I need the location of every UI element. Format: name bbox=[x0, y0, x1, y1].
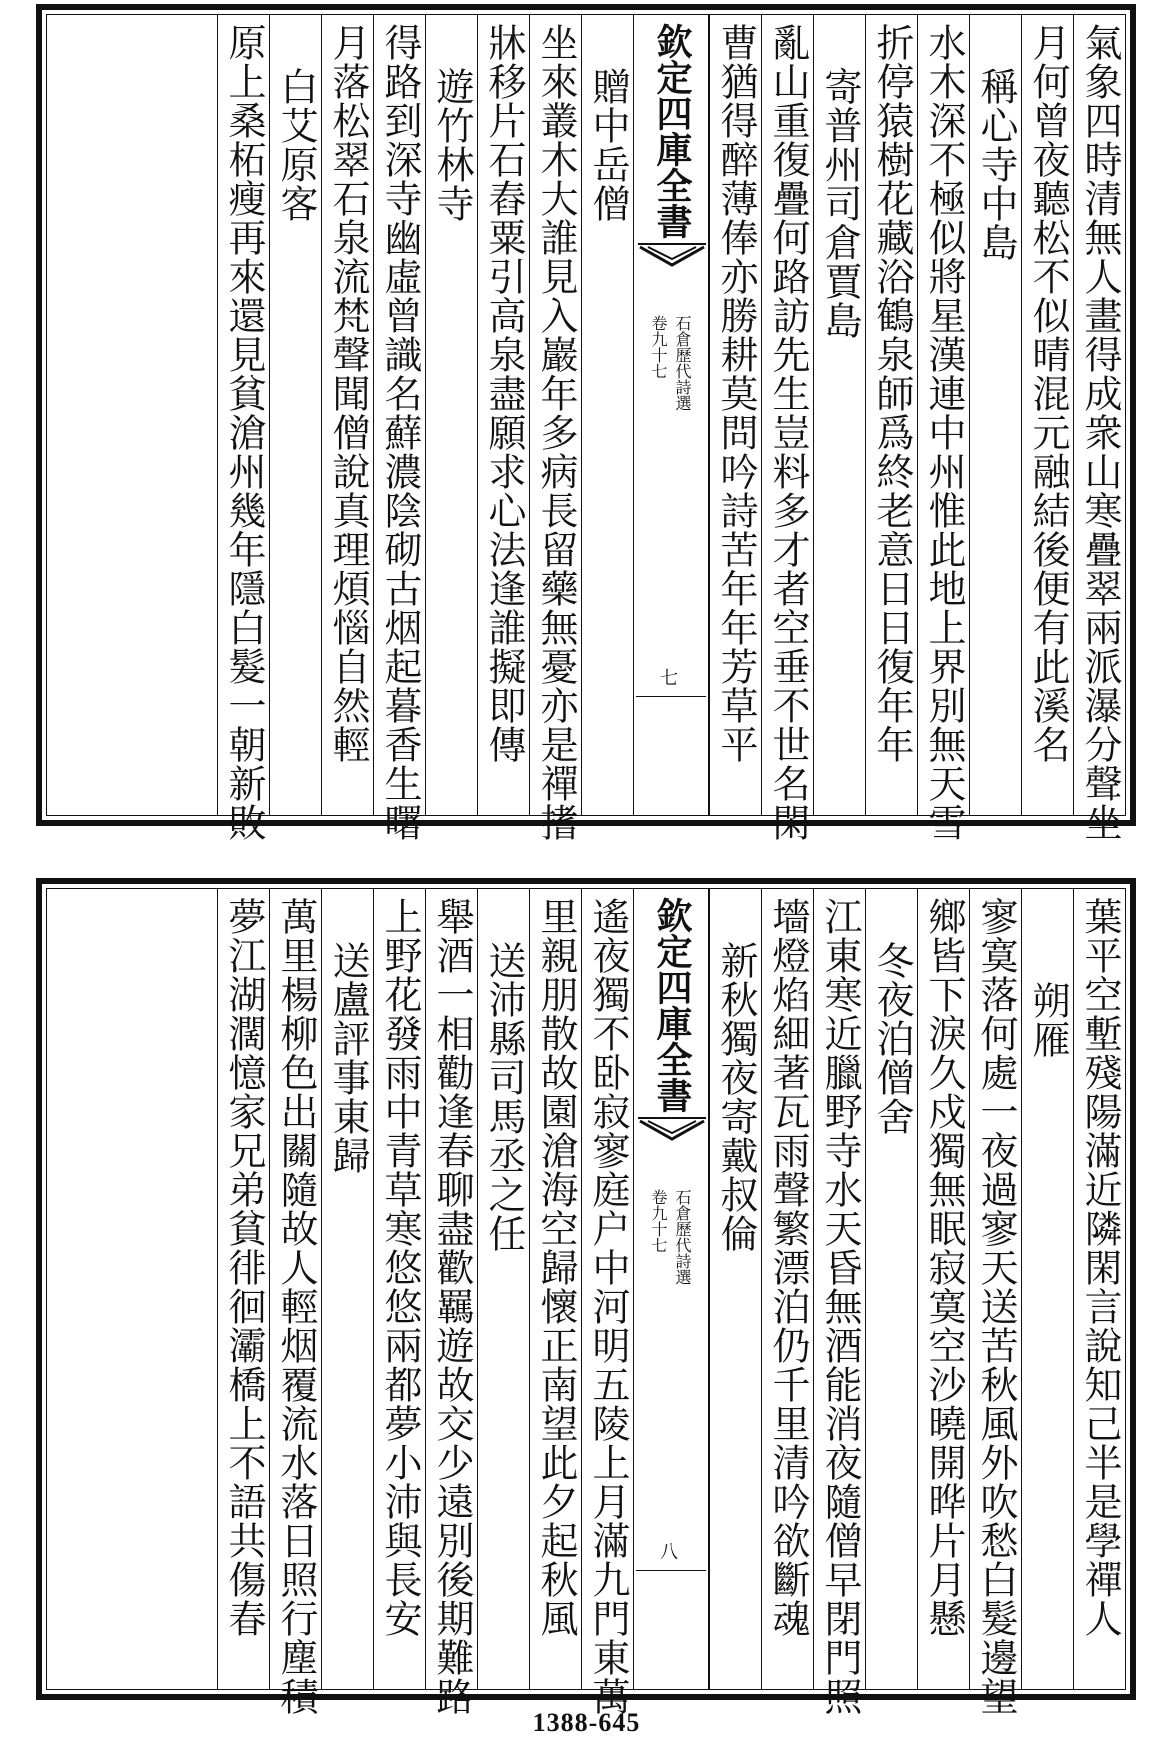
source-title: 石倉歷代詩選 bbox=[673, 1189, 692, 1285]
verse-line: 亂山重復疊何路訪先生豈料多才者空垂不世名閑 bbox=[766, 23, 810, 842]
top-page-frame bbox=[46, 14, 1126, 842]
bottom-text-columns bbox=[47, 889, 1125, 1716]
page-number: 1388-645 bbox=[532, 1708, 641, 1737]
volume-label: 卷九十七 bbox=[649, 1189, 668, 1253]
verse-line: 原上桑柘瘦再來還見貧滄州幾年隱白髮一朝新敗 bbox=[222, 23, 266, 842]
poem-title: 送盧評事東歸 bbox=[326, 941, 370, 1175]
page-marker-rule bbox=[636, 696, 706, 697]
verse-line: 夢江湖濶憶家兄弟貧徘徊灞橋上不語共傷春 bbox=[222, 897, 266, 1638]
library-title: 欽定四庫全書 bbox=[651, 897, 693, 1113]
verse-line: 折停猿樹花藏浴鶴泉師爲終老意日日復年年 bbox=[870, 23, 914, 764]
library-title: 欽定四庫全書 bbox=[651, 23, 693, 239]
bottom-page-panel bbox=[36, 878, 1136, 1716]
fishtail-mark-icon bbox=[638, 1117, 706, 1143]
verse-column bbox=[477, 15, 529, 815]
verse-line: 寥寞落何處一夜過寥天送苦秋風外吹愁白髮邊望 bbox=[974, 897, 1018, 1716]
verse-line: 坐來叢木大誰見入巖年多病長留藥無憂亦是禪搘 bbox=[534, 23, 578, 842]
verse-line: 江東寒近臘野寺水天昏無酒能消夜隨僧早閉門照 bbox=[818, 897, 862, 1716]
verse-line: 月落松翠石泉流梵聲聞僧說真理煩惱自然輕 bbox=[326, 23, 370, 764]
verse-column bbox=[761, 15, 813, 842]
poem-title-column bbox=[813, 15, 865, 815]
poem-title-column bbox=[477, 889, 529, 1689]
verse-column bbox=[813, 889, 865, 1716]
verse-line: 曹猶得醉薄俸亦勝耕莫問吟詩苦年年芳草平 bbox=[714, 23, 758, 764]
volume-label: 卷九十七 bbox=[649, 315, 668, 379]
poem-title: 遊竹林寺 bbox=[430, 67, 474, 223]
poem-title-column bbox=[865, 889, 917, 1689]
verse-line: 月何曾夜聽松不似晴混元融結後便有此溪名 bbox=[1026, 23, 1070, 764]
verse-column bbox=[269, 889, 321, 1716]
verse-line: 得路到深寺幽虛曾識名蘚濃陰砌古烟起暮香生曙 bbox=[378, 23, 422, 842]
verse-column bbox=[917, 15, 969, 842]
verse-line: 遙夜獨不卧寂寥庭户中河明五陵上月滿九門東萬 bbox=[586, 897, 630, 1716]
verse-column bbox=[1073, 15, 1125, 842]
poem-title-column bbox=[581, 15, 633, 815]
verse-column bbox=[425, 889, 477, 1716]
verse-line: 氣象四時清無人畫得成衆山寒疊翠兩派瀑分聲坐 bbox=[1078, 23, 1122, 842]
verse-line: 里親朋散故園滄海空歸懷正南望此夕起秋風 bbox=[534, 897, 578, 1638]
poem-title: 送沛縣司馬丞之任 bbox=[482, 941, 526, 1253]
bottom-page-frame bbox=[46, 888, 1126, 1716]
source-title: 石倉歷代詩選 bbox=[673, 315, 692, 411]
center-fold-column bbox=[633, 889, 709, 1689]
poem-title: 白艾原客 bbox=[274, 67, 318, 223]
poem-title-column bbox=[269, 15, 321, 815]
top-page-panel bbox=[36, 4, 1136, 842]
verse-column bbox=[865, 15, 917, 815]
verse-column bbox=[373, 889, 425, 1689]
poem-title: 冬夜泊僧舍 bbox=[870, 941, 914, 1136]
verse-column bbox=[1021, 15, 1073, 815]
verse-line: 牀移片石舂粟引高泉盡願求心法逢誰擬即傳 bbox=[482, 23, 526, 764]
poem-title-column bbox=[425, 15, 477, 815]
poem-title: 寄普州司倉賈島 bbox=[818, 67, 862, 340]
verse-line: 舉酒一相勸逢春聊盡歡羈遊故交少遠別後期難路 bbox=[430, 897, 474, 1716]
verse-column bbox=[581, 889, 633, 1716]
center-fold-column bbox=[633, 15, 709, 815]
verse-column bbox=[217, 889, 269, 1689]
poem-title: 朔雁 bbox=[1026, 981, 1070, 1059]
poem-title-column bbox=[969, 15, 1021, 815]
verse-column bbox=[709, 15, 761, 815]
verse-column bbox=[217, 15, 269, 842]
verse-line: 上野花發雨中青草寒悠悠兩都夢小沛與長安 bbox=[378, 897, 422, 1638]
verse-line: 萬里楊柳色出關隨故人輕烟覆流水落日照行塵積 bbox=[274, 897, 318, 1716]
top-text-columns bbox=[47, 15, 1125, 842]
verse-column bbox=[529, 889, 581, 1689]
verse-line: 鄉皆下淚久戍獨無眠寂寞空沙曉開晔片月懸 bbox=[922, 897, 966, 1638]
poem-title: 稱心寺中島 bbox=[974, 67, 1018, 262]
verse-column bbox=[321, 15, 373, 815]
poem-title-column bbox=[321, 889, 373, 1689]
fishtail-mark-icon bbox=[638, 243, 706, 269]
verse-column bbox=[529, 15, 581, 842]
poem-title-column bbox=[709, 889, 761, 1689]
verse-column bbox=[917, 889, 969, 1689]
verse-line: 水木深不極似將星漢連中州惟此地上界別無天雪 bbox=[922, 23, 966, 842]
page-marker: 八 bbox=[660, 1542, 678, 1563]
verse-column bbox=[761, 889, 813, 1689]
verse-column bbox=[373, 15, 425, 842]
page-marker: 七 bbox=[660, 668, 678, 689]
verse-line: 葉平空塹殘陽滿近隣閑言說知己半是學禪人 bbox=[1078, 897, 1122, 1638]
verse-column bbox=[969, 889, 1021, 1716]
poem-title: 贈中岳僧 bbox=[586, 67, 630, 223]
verse-column bbox=[1073, 889, 1125, 1689]
verse-line: 墻燈焰細著瓦雨聲繁漂泊仍千里清吟欲斷魂 bbox=[766, 897, 810, 1638]
poem-title: 新秋獨夜寄戴叔倫 bbox=[714, 941, 758, 1253]
page-marker-rule bbox=[636, 1570, 706, 1571]
poem-title-column bbox=[1021, 889, 1073, 1689]
